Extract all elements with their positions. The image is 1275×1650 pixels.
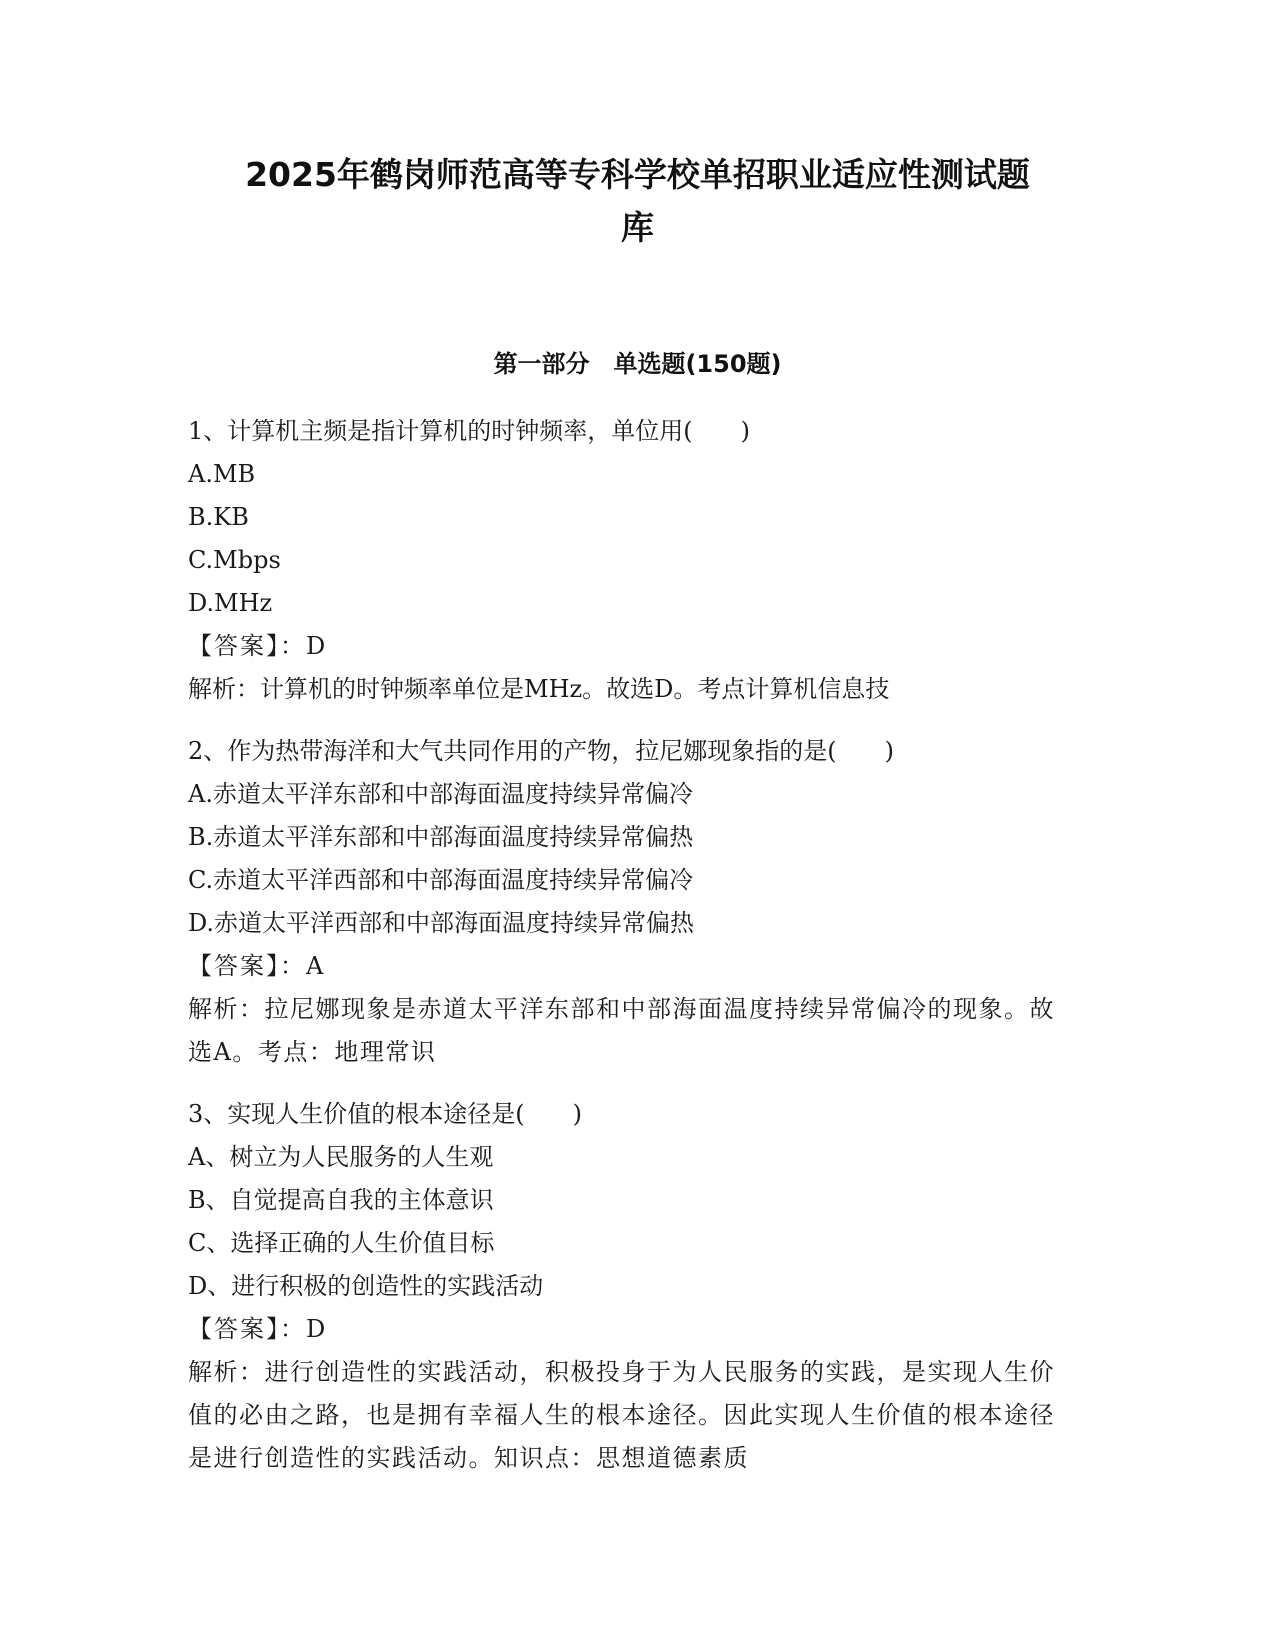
document-title-line-2: 库	[621, 208, 654, 247]
answer-analysis: 解析：进行创造性的实践活动，积极投身于为人民服务的实践，是实现人生价值的必由之路，也是拥有幸福人生的根本途径。因此实现人生价值的根本途径是进行创造性的实践活动。知识点：思想道德素质	[188, 1358, 1055, 1472]
answer-option: D.MHz	[188, 589, 273, 617]
answer-option: A.MB	[188, 460, 256, 488]
answer-option: D、进行积极的创造性的实践活动	[188, 1272, 544, 1300]
answer-option: D.赤道太平洋西部和中部海面温度持续异常偏热	[188, 909, 695, 937]
answer-option: B、自觉提高自我的主体意识	[188, 1186, 494, 1214]
answer-option: A、树立为人民服务的人生观	[188, 1143, 494, 1171]
question-item	[188, 410, 1068, 711]
question-stem: 3、实现人生价值的根本途径是( )	[188, 1100, 582, 1128]
answer-option: A.赤道太平洋东部和中部海面温度持续异常偏冷	[188, 780, 693, 808]
question-stem: 1、计算机主频是指计算机的时钟频率，单位用( )	[188, 417, 750, 445]
document-title	[150, 148, 1125, 254]
document-title-line-1: 2025年鹤岗师范高等专科学校单招职业适应性测试题	[245, 155, 1030, 194]
answer-analysis: 解析：拉尼娜现象是赤道太平洋东部和中部海面温度持续异常偏冷的现象。故选A。考点：地理常识	[188, 995, 1055, 1066]
answer-analysis: 解析：计算机的时钟频率单位是MHz。故选D。考点计算机信息技	[188, 675, 890, 703]
answer-key: 【答案】：D	[188, 632, 328, 660]
answer-option: B.KB	[188, 503, 249, 531]
question-item	[188, 730, 1068, 1074]
section-heading: 第一部分 单选题(150题)	[493, 350, 782, 378]
answer-option: B.赤道太平洋东部和中部海面温度持续异常偏热	[188, 823, 694, 851]
answer-option: C、选择正确的人生价值目标	[188, 1229, 495, 1257]
question-item	[188, 1093, 1068, 1480]
answer-option: C.Mbps	[188, 546, 281, 574]
question-list	[188, 410, 1068, 1499]
answer-option: C.赤道太平洋西部和中部海面温度持续异常偏冷	[188, 866, 694, 894]
answer-key: 【答案】：A	[188, 952, 326, 980]
question-stem: 2、作为热带海洋和大气共同作用的产物，拉尼娜现象指的是( )	[188, 737, 894, 765]
answer-key: 【答案】：D	[188, 1315, 328, 1343]
